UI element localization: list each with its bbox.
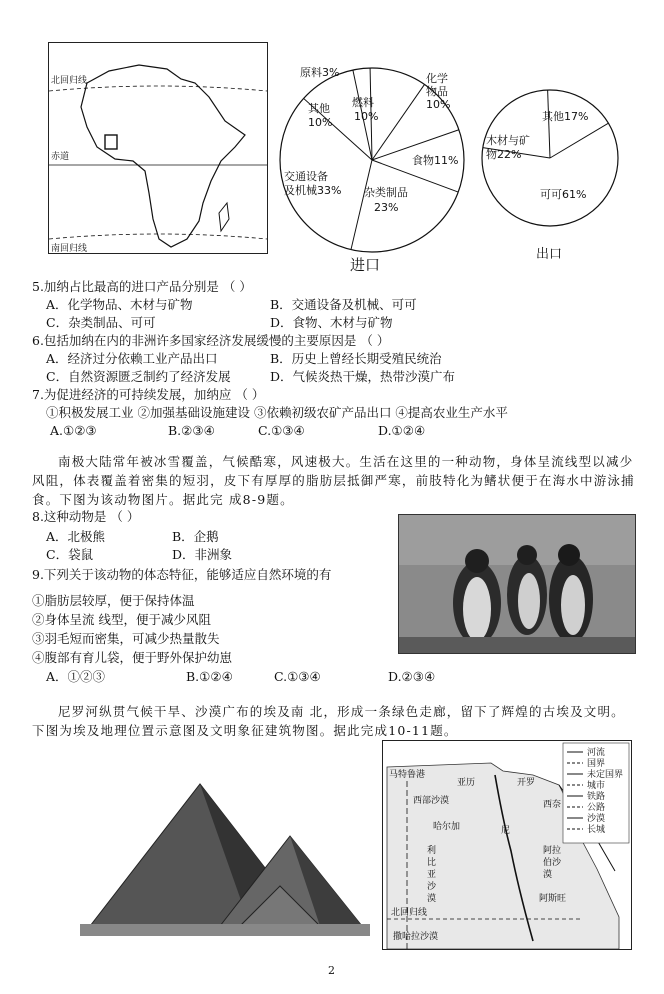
q8-option-a: A．北极熊 bbox=[46, 529, 106, 544]
africa-map-svg bbox=[49, 43, 267, 253]
madagascar-outline bbox=[219, 203, 229, 231]
import-label-fuel-2: 10% bbox=[354, 110, 379, 123]
q8-option-b: B．企鹅 bbox=[172, 529, 219, 544]
ghana-marker bbox=[105, 135, 117, 149]
import-label-fuel-1: 燃料 bbox=[352, 96, 374, 109]
q8-option-d: D．非洲象 bbox=[172, 547, 233, 562]
label-nubia: 撒哈拉沙漠 bbox=[393, 932, 439, 942]
label-kharga: 哈尔加 bbox=[433, 822, 461, 832]
label-aswan: 阿斯旺 bbox=[539, 894, 567, 904]
label-libya-1: 利 bbox=[427, 846, 437, 856]
label-alex: 亚历 bbox=[457, 778, 476, 788]
penguin-photo-svg bbox=[399, 515, 635, 653]
export-label-cocoa: 可可61% bbox=[540, 188, 587, 201]
tropic-cancer-line bbox=[49, 86, 267, 91]
q5-stem: 5.加纳占比最高的进口产品分别是 （ ） bbox=[32, 279, 252, 294]
q9-option-c: C.①③④ bbox=[274, 669, 321, 684]
import-label-chem-1: 化学 bbox=[426, 72, 448, 85]
label-libya-3: 亚 bbox=[427, 870, 437, 880]
import-label-other-2: 10% bbox=[308, 116, 333, 129]
label-sinai: 西奈 bbox=[543, 800, 562, 810]
export-label-wood-1: 木材与矿 bbox=[486, 134, 530, 147]
q7-stem: 7.为促进经济的可持续发展，加纳应 （ ） bbox=[32, 387, 265, 402]
label-tropic: 北回归线 bbox=[391, 908, 428, 918]
q9-option-b: B.①②④ bbox=[186, 669, 233, 684]
export-label-wood-2: 物22% bbox=[486, 148, 522, 161]
legend-label: 国界 bbox=[587, 759, 606, 769]
export-label-other: 其他17% bbox=[542, 110, 589, 123]
label-arab-3: 漠 bbox=[543, 870, 553, 880]
tropic-cancer-label: 北回归线 bbox=[51, 76, 88, 86]
q8-stem: 8.这种动物是 （ ） bbox=[32, 509, 140, 524]
label-cairo: 开罗 bbox=[517, 778, 536, 788]
import-label-transport-1: 交通设备 bbox=[284, 170, 328, 183]
q6-option-b: B．历史上曾经长期受殖民统治 bbox=[270, 351, 442, 366]
q9-item-4: ④腹部有育儿袋，便于野外保护幼崽 bbox=[32, 650, 233, 665]
import-label-transport-2: 及机械33% bbox=[284, 184, 342, 197]
q8-option-c: C．袋鼠 bbox=[46, 547, 94, 562]
q9-option-a: A．①②③ bbox=[46, 669, 106, 684]
q6-stem: 6.包括加纳在内的非洲许多国家经济发展缓慢的主要原因是 （ ） bbox=[32, 333, 390, 348]
import-label-chem-2: 物品 bbox=[426, 85, 448, 98]
q7-option-d: D.①②④ bbox=[378, 423, 426, 438]
export-chart-title: 出口 bbox=[536, 247, 563, 262]
africa-outline bbox=[81, 65, 245, 247]
egypt-map bbox=[382, 740, 632, 950]
label-nile: 尼 bbox=[501, 826, 511, 836]
import-chart-title: 进口 bbox=[350, 256, 381, 274]
q5-option-b: B．交通设备及机械、可可 bbox=[270, 297, 417, 312]
label-west-desert: 西部沙漠 bbox=[413, 796, 450, 806]
q5-option-a: A．化学物品、木材与矿物 bbox=[46, 297, 193, 312]
q7-items: ①积极发展工业 ②加强基础设施建设 ③依赖初级农矿产品出口 ④提高农业生产水平 bbox=[46, 405, 508, 420]
label-libya-4: 沙 bbox=[427, 882, 437, 892]
legend-label: 铁路 bbox=[587, 792, 606, 802]
page-number: 2 bbox=[328, 964, 335, 977]
q5-option-d: D．食物、木材与矿物 bbox=[270, 315, 393, 330]
equator-label: 赤道 bbox=[51, 152, 70, 162]
passage-nile: 尼罗河纵贯气候干旱、沙漠广布的埃及南 北，形成一条绿色走廊，留下了辉煌的古埃及文明。下图为埃及地理位置示意图及文明象征建筑物图。据此完成10-11题。 bbox=[32, 704, 625, 738]
legend-label: 沙漠 bbox=[587, 814, 606, 824]
import-label-other-1: 其他 bbox=[308, 102, 330, 115]
pyramid-svg bbox=[80, 776, 370, 936]
legend-label: 长城 bbox=[587, 825, 606, 835]
label-arab-2: 伯沙 bbox=[543, 858, 562, 868]
q9-stem: 9.下列关于该动物的体态特征，能够适应自然环境的有 bbox=[32, 567, 332, 582]
export-pie-chart bbox=[478, 82, 628, 262]
q5-option-c: C．杂类制品、可可 bbox=[46, 315, 156, 330]
label-libya-5: 漠 bbox=[427, 894, 437, 904]
import-label-misc-1: 杂类制品 bbox=[364, 186, 408, 199]
import-pie-chart bbox=[272, 60, 472, 275]
legend-label: 未定国界 bbox=[587, 770, 624, 780]
africa-map bbox=[48, 42, 268, 254]
pyramid-picture bbox=[80, 776, 370, 936]
q6-option-c: C．自然资源匮乏制约了经济发展 bbox=[46, 369, 231, 384]
q7-option-c: C.①③④ bbox=[258, 423, 305, 438]
legend-label: 公路 bbox=[587, 803, 606, 813]
label-arab-1: 阿拉 bbox=[543, 846, 562, 856]
egypt-map-svg bbox=[383, 741, 631, 949]
import-label-raw: 原料3% bbox=[300, 66, 340, 79]
legend-label: 城市 bbox=[587, 781, 606, 791]
q7-option-b: B.②③④ bbox=[168, 423, 215, 438]
import-label-chem-3: 10% bbox=[426, 98, 451, 111]
q7-option-a: A.①②③ bbox=[50, 423, 97, 438]
tropic-capricorn-label: 南回归线 bbox=[51, 244, 88, 253]
q9-item-1: ①脂肪层较厚，便于保持体温 bbox=[32, 593, 195, 608]
label-libya-2: 比 bbox=[427, 858, 437, 868]
q9-item-3: ③羽毛短而密集，可减少热量散失 bbox=[32, 631, 220, 646]
q6-option-a: A．经济过分依赖工业产品出口 bbox=[46, 351, 218, 366]
penguin-photo bbox=[398, 514, 636, 654]
passage-antarctica: 南极大陆常年被冰雪覆盖，气候酷寒，风速极大。生活在这里的一种动物，身体呈流线型以减少风阻，体表覆盖着密集的短羽，皮下有厚厚的脂肪层抵御严寒，前肢特化为鳍状便于在海水中游泳捕食。下图为该动物图片。据此完 成8-9题。 bbox=[32, 454, 635, 507]
legend-label: 河流 bbox=[587, 748, 606, 758]
q9-item-2: ②身体呈流 线型，便于减少风阻 bbox=[32, 612, 211, 627]
q9-option-d: D.②③④ bbox=[388, 669, 436, 684]
import-label-misc-2: 23% bbox=[374, 201, 399, 214]
label-matruh: 马特鲁港 bbox=[389, 770, 426, 780]
import-label-food: 食物11% bbox=[412, 154, 459, 167]
q6-option-d: D．气候炎热干燥，热带沙漠广布 bbox=[270, 369, 456, 384]
